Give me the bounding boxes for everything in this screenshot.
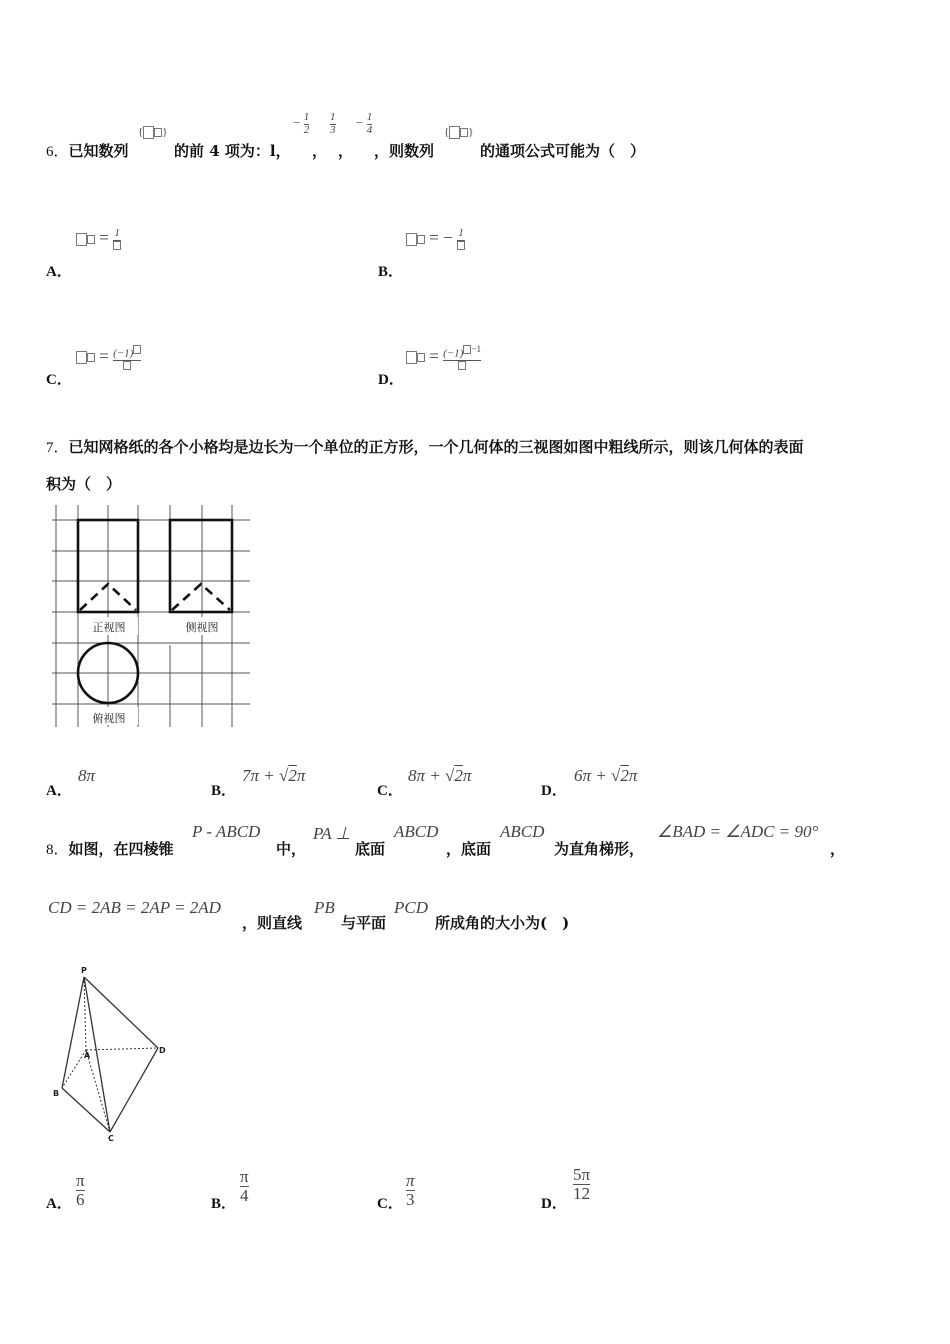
vertex-p: P	[81, 966, 87, 975]
q8-text: 与平面	[341, 914, 387, 932]
q6-text: 已知数列	[68, 142, 129, 160]
q7-option-c-value: 8π + √2π	[408, 766, 472, 785]
q6-text: ，则数列	[374, 142, 435, 160]
q7-option-c-label[interactable]: C．	[377, 783, 403, 799]
option-d-formula: = (−1) $^{-1}$	[406, 345, 481, 370]
option-b-label[interactable]: B．	[378, 264, 404, 280]
q8-stem: 8．如图，在四棱锥	[46, 840, 174, 858]
q8-text: ，则直线	[242, 914, 303, 932]
side-view-label: 侧视图	[185, 621, 219, 634]
term-4: − $\frac{1}{4}$	[355, 111, 373, 136]
option-a-label[interactable]: A．	[46, 264, 72, 280]
q8-option-b-value: $\frac{\pi}{4}$	[240, 1167, 249, 1205]
three-view-figure	[52, 505, 252, 727]
comma: ，	[338, 142, 354, 160]
option-c-formula: = (−1)	[76, 345, 141, 370]
vertex-c: C	[108, 1134, 114, 1143]
q8-math: ABCD	[394, 822, 439, 841]
q8-option-d-label[interactable]: D．	[541, 1196, 567, 1212]
q8-option-c-label[interactable]: C．	[377, 1196, 403, 1212]
q8-option-a-value: $\frac{\pi}{6}$	[76, 1171, 85, 1209]
sequence-symbol: { }	[138, 126, 168, 139]
q8-option-b-label[interactable]: B．	[211, 1196, 237, 1212]
sequence-symbol: { }	[444, 126, 474, 139]
option-c-label[interactable]: C．	[46, 372, 72, 388]
q7-option-a-value: 8π	[78, 766, 96, 785]
q8-text: ，	[830, 840, 846, 858]
option-b-formula: = − 1	[406, 228, 465, 250]
q8-option-a-label[interactable]: A．	[46, 1196, 72, 1212]
vertex-d: D	[159, 1046, 166, 1055]
q7-option-a-label[interactable]: A．	[46, 783, 72, 799]
q8-text: 为直角梯形，	[554, 840, 645, 858]
term-2: − $\frac{1}{2}$	[292, 111, 310, 136]
q8-math: ∠BAD = ∠ADC = 90°	[657, 822, 819, 841]
option-a-formula: = 1	[76, 228, 121, 250]
q7-option-d-value: 6π + √2π	[574, 766, 638, 785]
q8-text: 所成角的大小为( )	[435, 914, 570, 932]
front-view-label: 正视图	[92, 621, 126, 634]
q8-math: P - ABCD	[192, 822, 261, 841]
top-view-label: 俯视图	[92, 712, 126, 725]
q8-text: ，底面	[446, 840, 492, 858]
q8-math: PB	[314, 898, 335, 917]
option-d-label[interactable]: D．	[378, 372, 404, 388]
pyramid-figure	[50, 960, 180, 1145]
vertex-a: A	[84, 1051, 91, 1060]
q7-option-b-label[interactable]: B．	[211, 783, 237, 799]
q8-math: CD = 2AB = 2AP = 2AD	[48, 898, 221, 917]
q7-option-d-label[interactable]: D．	[541, 783, 567, 799]
q8-math: PA ⊥	[313, 824, 351, 843]
q7-stem-line1: 7．已知网格纸的各个小格均是边长为一个单位的正方形，一个几何体的三视图如图中粗线所示，则该几何体的表面	[46, 438, 804, 456]
q8-math: ABCD	[500, 822, 545, 841]
q8-option-c-value: $\frac{\pi}{3}$	[406, 1171, 415, 1209]
term-3: $\frac{1}{3}$	[330, 111, 336, 136]
vertex-b: B	[53, 1089, 60, 1098]
comma: ，	[312, 142, 328, 160]
question-number: 6．	[46, 144, 69, 160]
q7-option-b-value: 7π + √2π	[242, 766, 306, 785]
q7-stem-line2: 积为（ ）	[46, 475, 122, 493]
q6-text: 的前 4 项为：l，	[174, 142, 291, 160]
q8-text: 中，	[276, 840, 307, 858]
q6-stem	[46, 140, 129, 161]
q8-text: 底面	[355, 840, 386, 858]
q6-text: 的通项公式可能为（ ）	[480, 142, 646, 160]
q8-math: PCD	[394, 898, 428, 917]
q8-option-d-value: $\frac{5\pi}{12}$	[573, 1165, 591, 1203]
